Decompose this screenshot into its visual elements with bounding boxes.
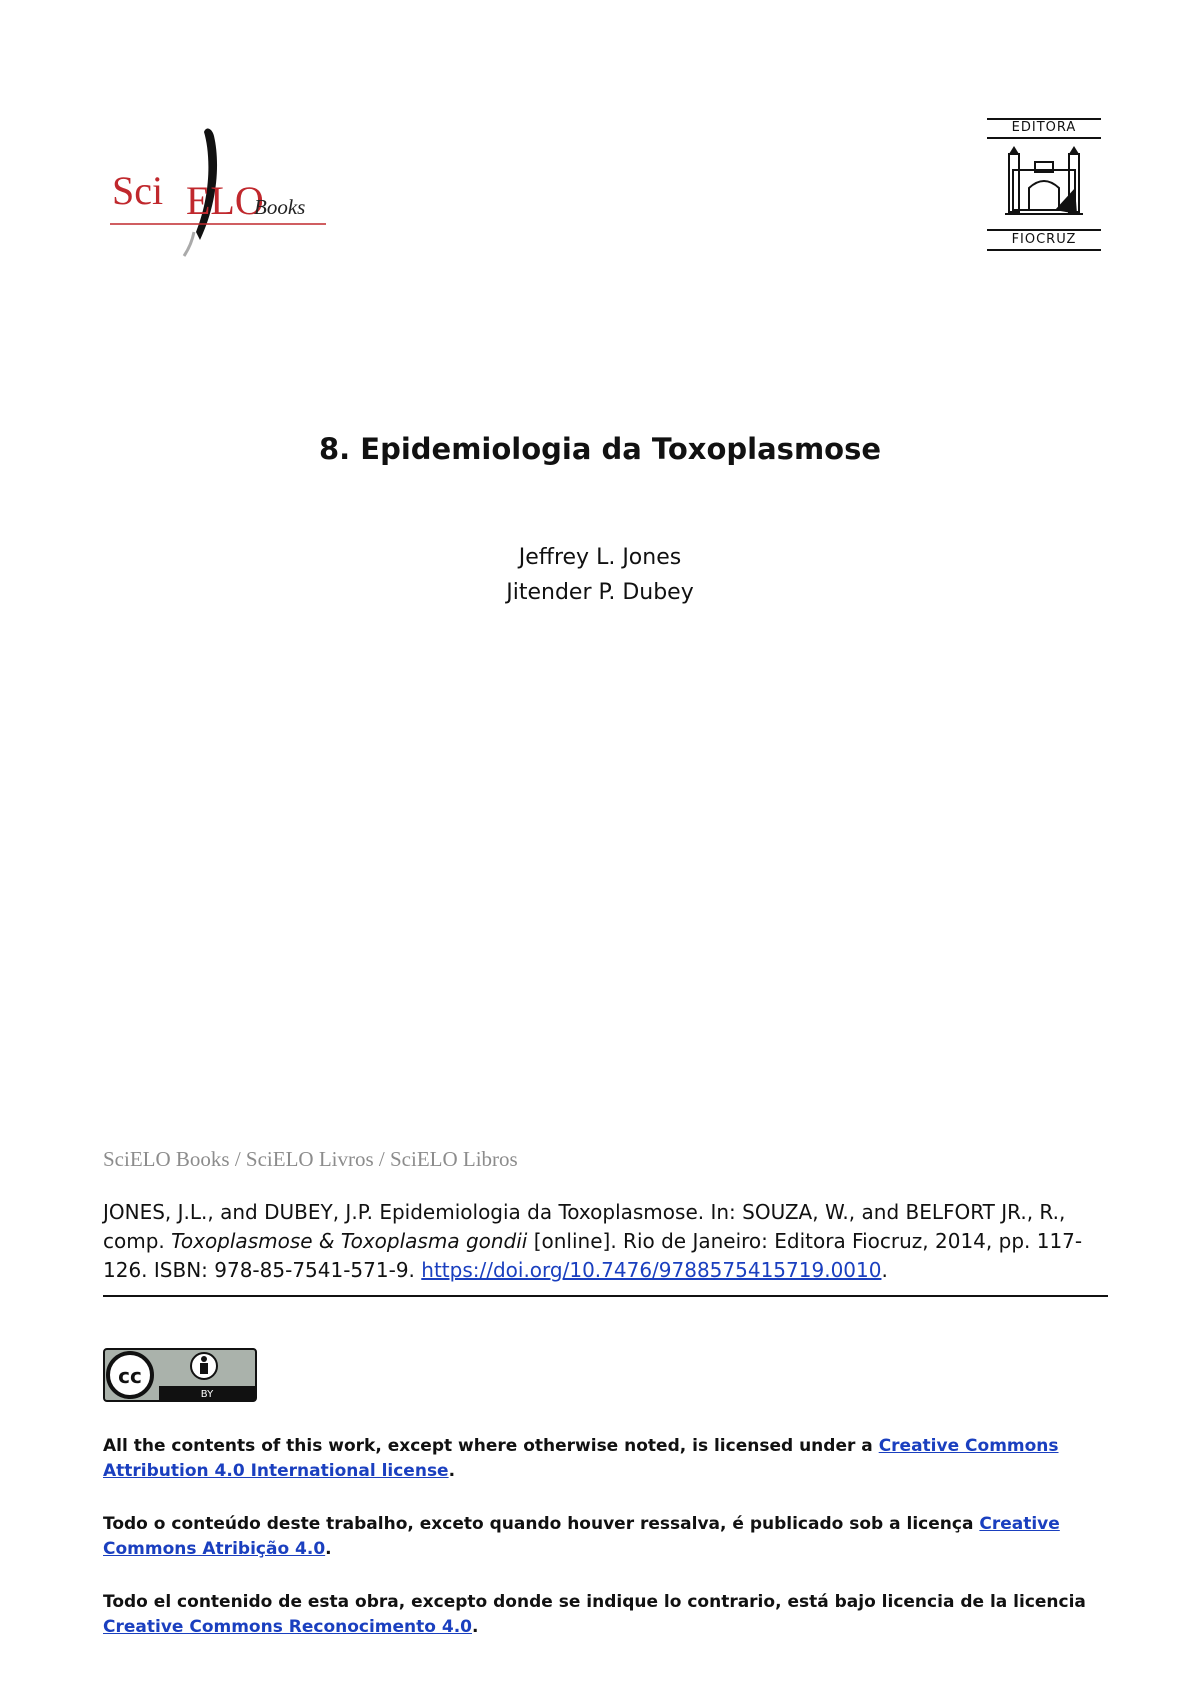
authors: [0, 540, 1200, 610]
license-english: [103, 1434, 1113, 1484]
cc-by-badge[interactable]: [103, 1348, 257, 1402]
divider: [103, 1295, 1108, 1297]
license-link-en[interactable]: Creative Commons Attribution 4.0 International license: [103, 1436, 1059, 1481]
svg-text:cc: cc: [118, 1364, 142, 1388]
author-name: Jeffrey L. Jones: [518, 545, 682, 570]
chapter-title: 8. Epidemiologia da Toxoplasmose: [318, 432, 882, 466]
fiocruz-logo-bottom-text: FIOCRUZ: [1011, 232, 1077, 247]
author-name: Jitender P. Dubey: [506, 580, 694, 605]
license-text: Todo o conteúdo deste trabalho, exceto quando houver ressalva, é publicado sob a licença: [103, 1514, 980, 1534]
license-portuguese: [103, 1512, 1113, 1562]
scielo-sci-text: Sci: [112, 168, 164, 213]
license-end: .: [325, 1539, 332, 1559]
license-end: .: [472, 1617, 479, 1637]
doi-link[interactable]: https://doi.org/10.7476/9788575415719.0010: [421, 1258, 882, 1282]
citation-text: [online]. Rio de Janeiro: Editora Fiocruz, 2014, pp. 117-126. ISBN: 978-85-7541-571-9.: [103, 1229, 1083, 1282]
license-link-es[interactable]: Creative Commons Reconocimento 4.0: [103, 1617, 472, 1637]
scielo-books-text: Books: [254, 195, 306, 219]
license-text: All the contents of this work, except where otherwise noted, is licensed under a: [103, 1436, 879, 1456]
scielo-books-logo: [108, 122, 328, 262]
license-spanish: [103, 1590, 1113, 1640]
license-link-pt[interactable]: Creative Commons Atribição 4.0: [103, 1514, 1060, 1559]
cc-by-label: BY: [200, 1389, 214, 1400]
fiocruz-logo-top-text: EDITORA: [1011, 120, 1077, 135]
citation-end: .: [881, 1258, 888, 1282]
citation-book-title: Toxoplasmose & Toxoplasma gondii: [171, 1229, 528, 1253]
scielo-elo-text: ELO: [186, 178, 264, 223]
editora-fiocruz-logo: [985, 118, 1103, 252]
license-end: .: [448, 1461, 456, 1481]
series-line: SciELO Books / SciELO Livros / SciELO Libros: [103, 1147, 518, 1171]
license-text: Todo el contenido de esta obra, excepto donde se indique lo contrario, está bajo licencia de la licencia: [103, 1592, 1086, 1612]
citation-text: JONES, J.L., and DUBEY, J.P. Epidemiologia da Toxoplasmose. In: SOUZA, W., and BELFORT JR., R., comp.: [103, 1200, 1066, 1253]
citation: [103, 1198, 1113, 1285]
